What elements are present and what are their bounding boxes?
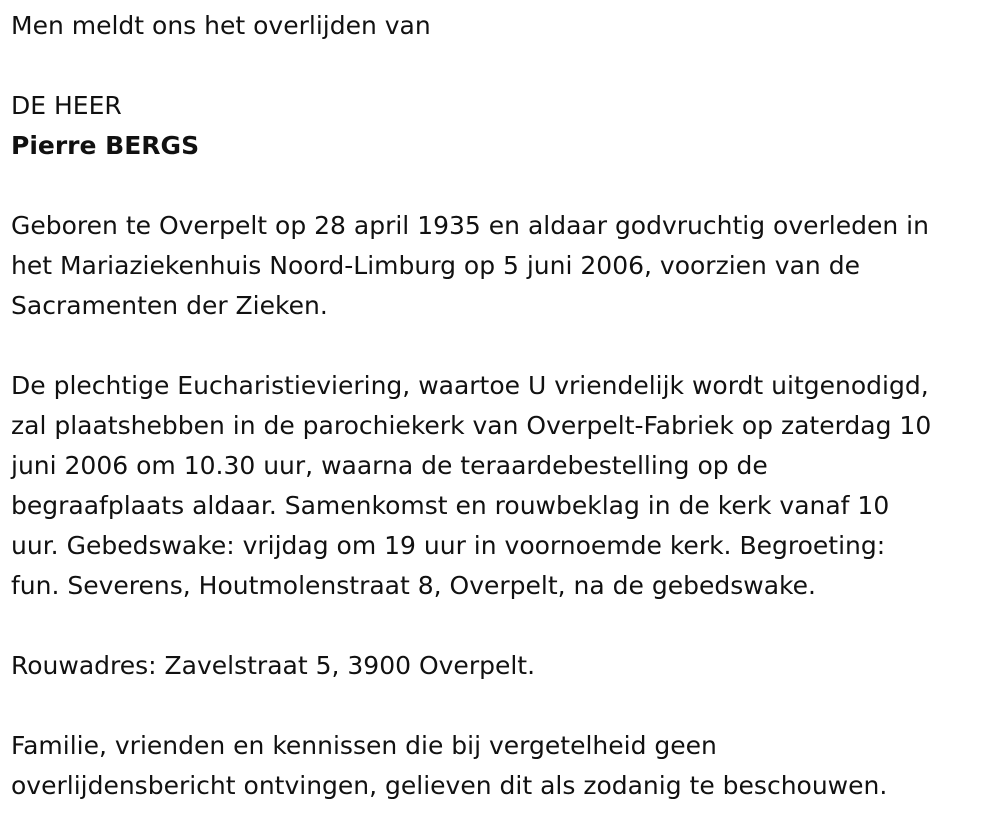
honorific-title: DE HEER [11, 91, 122, 120]
paragraph-line: De plechtige Eucharistieviering, waartoe U vriendelijk wordt uitgenodigd, [11, 371, 929, 400]
spacer [11, 46, 996, 86]
paragraph-line: fun. Severens, Houtmolenstraat 8, Overpelt, na de gebedswake. [11, 571, 816, 600]
spacer [11, 326, 996, 366]
paragraph-line: het Mariaziekenhuis Noord-Limburg op 5 juni 2006, voorzien van de [11, 251, 860, 280]
paragraph-line: Familie, vrienden en kennissen die bij vergetelheid geen [11, 731, 717, 760]
paragraph-line: Geboren te Overpelt op 28 april 1935 en aldaar godvruchtig overleden in [11, 211, 929, 240]
paragraph-line: uur. Gebedswake: vrijdag om 19 uur in voornoemde kerk. Begroeting: [11, 531, 886, 560]
birth-paragraph [11, 206, 996, 326]
deceased-name: Pierre BERGS [11, 131, 200, 160]
paragraph-line: Sacramenten der Zieken. [11, 291, 328, 320]
ceremony-paragraph [11, 366, 996, 606]
spacer [11, 606, 996, 646]
paragraph-line: begraafplaats aldaar. Samenkomst en rouwbeklag in de kerk vanaf 10 [11, 491, 890, 520]
paragraph-line: juni 2006 om 10.30 uur, waarna de teraardebestelling op de [11, 451, 768, 480]
spacer [11, 166, 996, 206]
paragraph-line: overlijdensbericht ontvingen, gelieven dit als zodanig te beschouwen. [11, 771, 888, 800]
closing-paragraph [11, 726, 996, 806]
paragraph-line: zal plaatshebben in de parochiekerk van Overpelt-Fabriek op zaterdag 10 [11, 411, 932, 440]
spacer [11, 686, 996, 726]
death-notice [11, 6, 996, 806]
mourning-address: Rouwadres: Zavelstraat 5, 3900 Overpelt. [11, 651, 536, 680]
intro-line: Men meldt ons het overlijden van [11, 11, 431, 40]
